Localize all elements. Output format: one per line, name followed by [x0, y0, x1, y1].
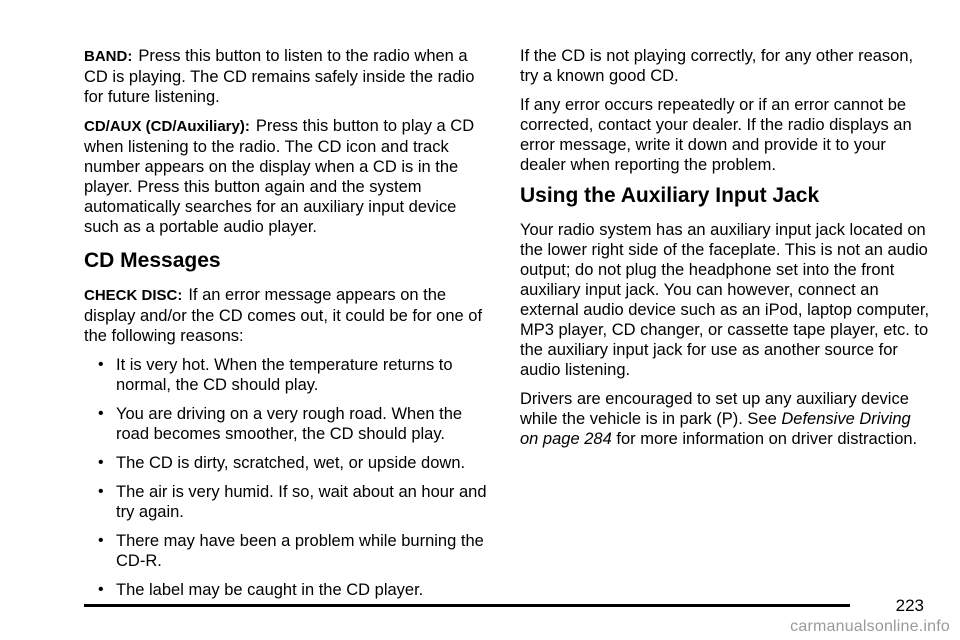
list-item: • There may have been a problem while burning the CD-R. — [98, 532, 484, 570]
footer-rule — [84, 604, 850, 607]
check-disc-text: If an error message appears on the display and/or the CD comes out, it could be for one of the following reasons: — [84, 286, 483, 345]
known-good-cd-paragraph: If the CD is not playing correctly, for any other reason, try a known good CD. — [520, 47, 914, 85]
cdaux-term: CD/AUX (CD/Auxiliary): — [84, 118, 250, 135]
bullet-icon: • — [98, 532, 104, 549]
defensive-driving-link[interactable]: Defensive Driving on page 284 — [520, 410, 911, 448]
list-item: • The label may be caught in the CD player. — [98, 581, 424, 599]
error-paragraph: If any error occurs repeatedly or if an error cannot be corrected, contact your dealer. If the radio displays an error message, write it down and provide it to your dealer when reporting the problem. — [520, 96, 912, 174]
bullet-icon: • — [98, 581, 104, 598]
cdaux-text: Press this button to play a CD when listening to the radio. The CD icon and track number appears on the display when a CD is in the player. Press this button again and the system automatically searches for an auxiliary input device such as a portable audio player. — [84, 117, 475, 236]
list-item: • The CD is dirty, scratched, wet, or upside down. — [98, 454, 466, 472]
drivers-paragraph: Drivers are encouraged to set up any auxiliary device while the vehicle is in park (P). See Defensive Driving on page 284 for more information on driver distraction. — [520, 390, 918, 448]
bullet-icon: • — [98, 405, 104, 422]
list-item: • You are driving on a very rough road. When the road becomes smoother, the CD should play. — [98, 405, 463, 443]
cdaux-paragraph — [84, 116, 494, 237]
list-item: • The air is very humid. If so, wait about an hour and try again. — [98, 483, 487, 521]
bullet-icon: • — [98, 356, 104, 373]
list-item: • It is very hot. When the temperature returns to normal, the CD should play. — [98, 356, 453, 394]
bullet-icon: • — [98, 454, 104, 471]
reasons-list — [84, 355, 494, 600]
aux-jack-paragraph: Your radio system has an auxiliary input jack located on the lower right side of the faceplate. This is not an audio output; do not plug the headphone set into the front auxiliary input jack. You can however, connect an external audio device such as an iPod, laptop computer, MP3 player, CD changer, or cassette tape player, etc. to the auxiliary input jack for use as another source for audio listening. — [520, 221, 930, 379]
aux-input-heading: Using the Auxiliary Input Jack — [520, 184, 820, 207]
band-text: Press this button to listen to the radio when a CD is playing. The CD remains safely inside the radio for future listening. — [84, 47, 475, 106]
watermark: carmanualsonline.info — [790, 618, 950, 635]
band-paragraph — [84, 46, 494, 107]
check-disc-term: CHECK DISC: — [84, 287, 183, 304]
left-column — [84, 46, 494, 609]
band-term: BAND: — [84, 48, 133, 65]
page-number: 223 — [895, 596, 924, 615]
cd-messages-heading: CD Messages — [84, 249, 221, 272]
check-disc-paragraph — [84, 285, 494, 346]
bullet-icon: • — [98, 483, 104, 500]
right-column — [520, 46, 930, 458]
